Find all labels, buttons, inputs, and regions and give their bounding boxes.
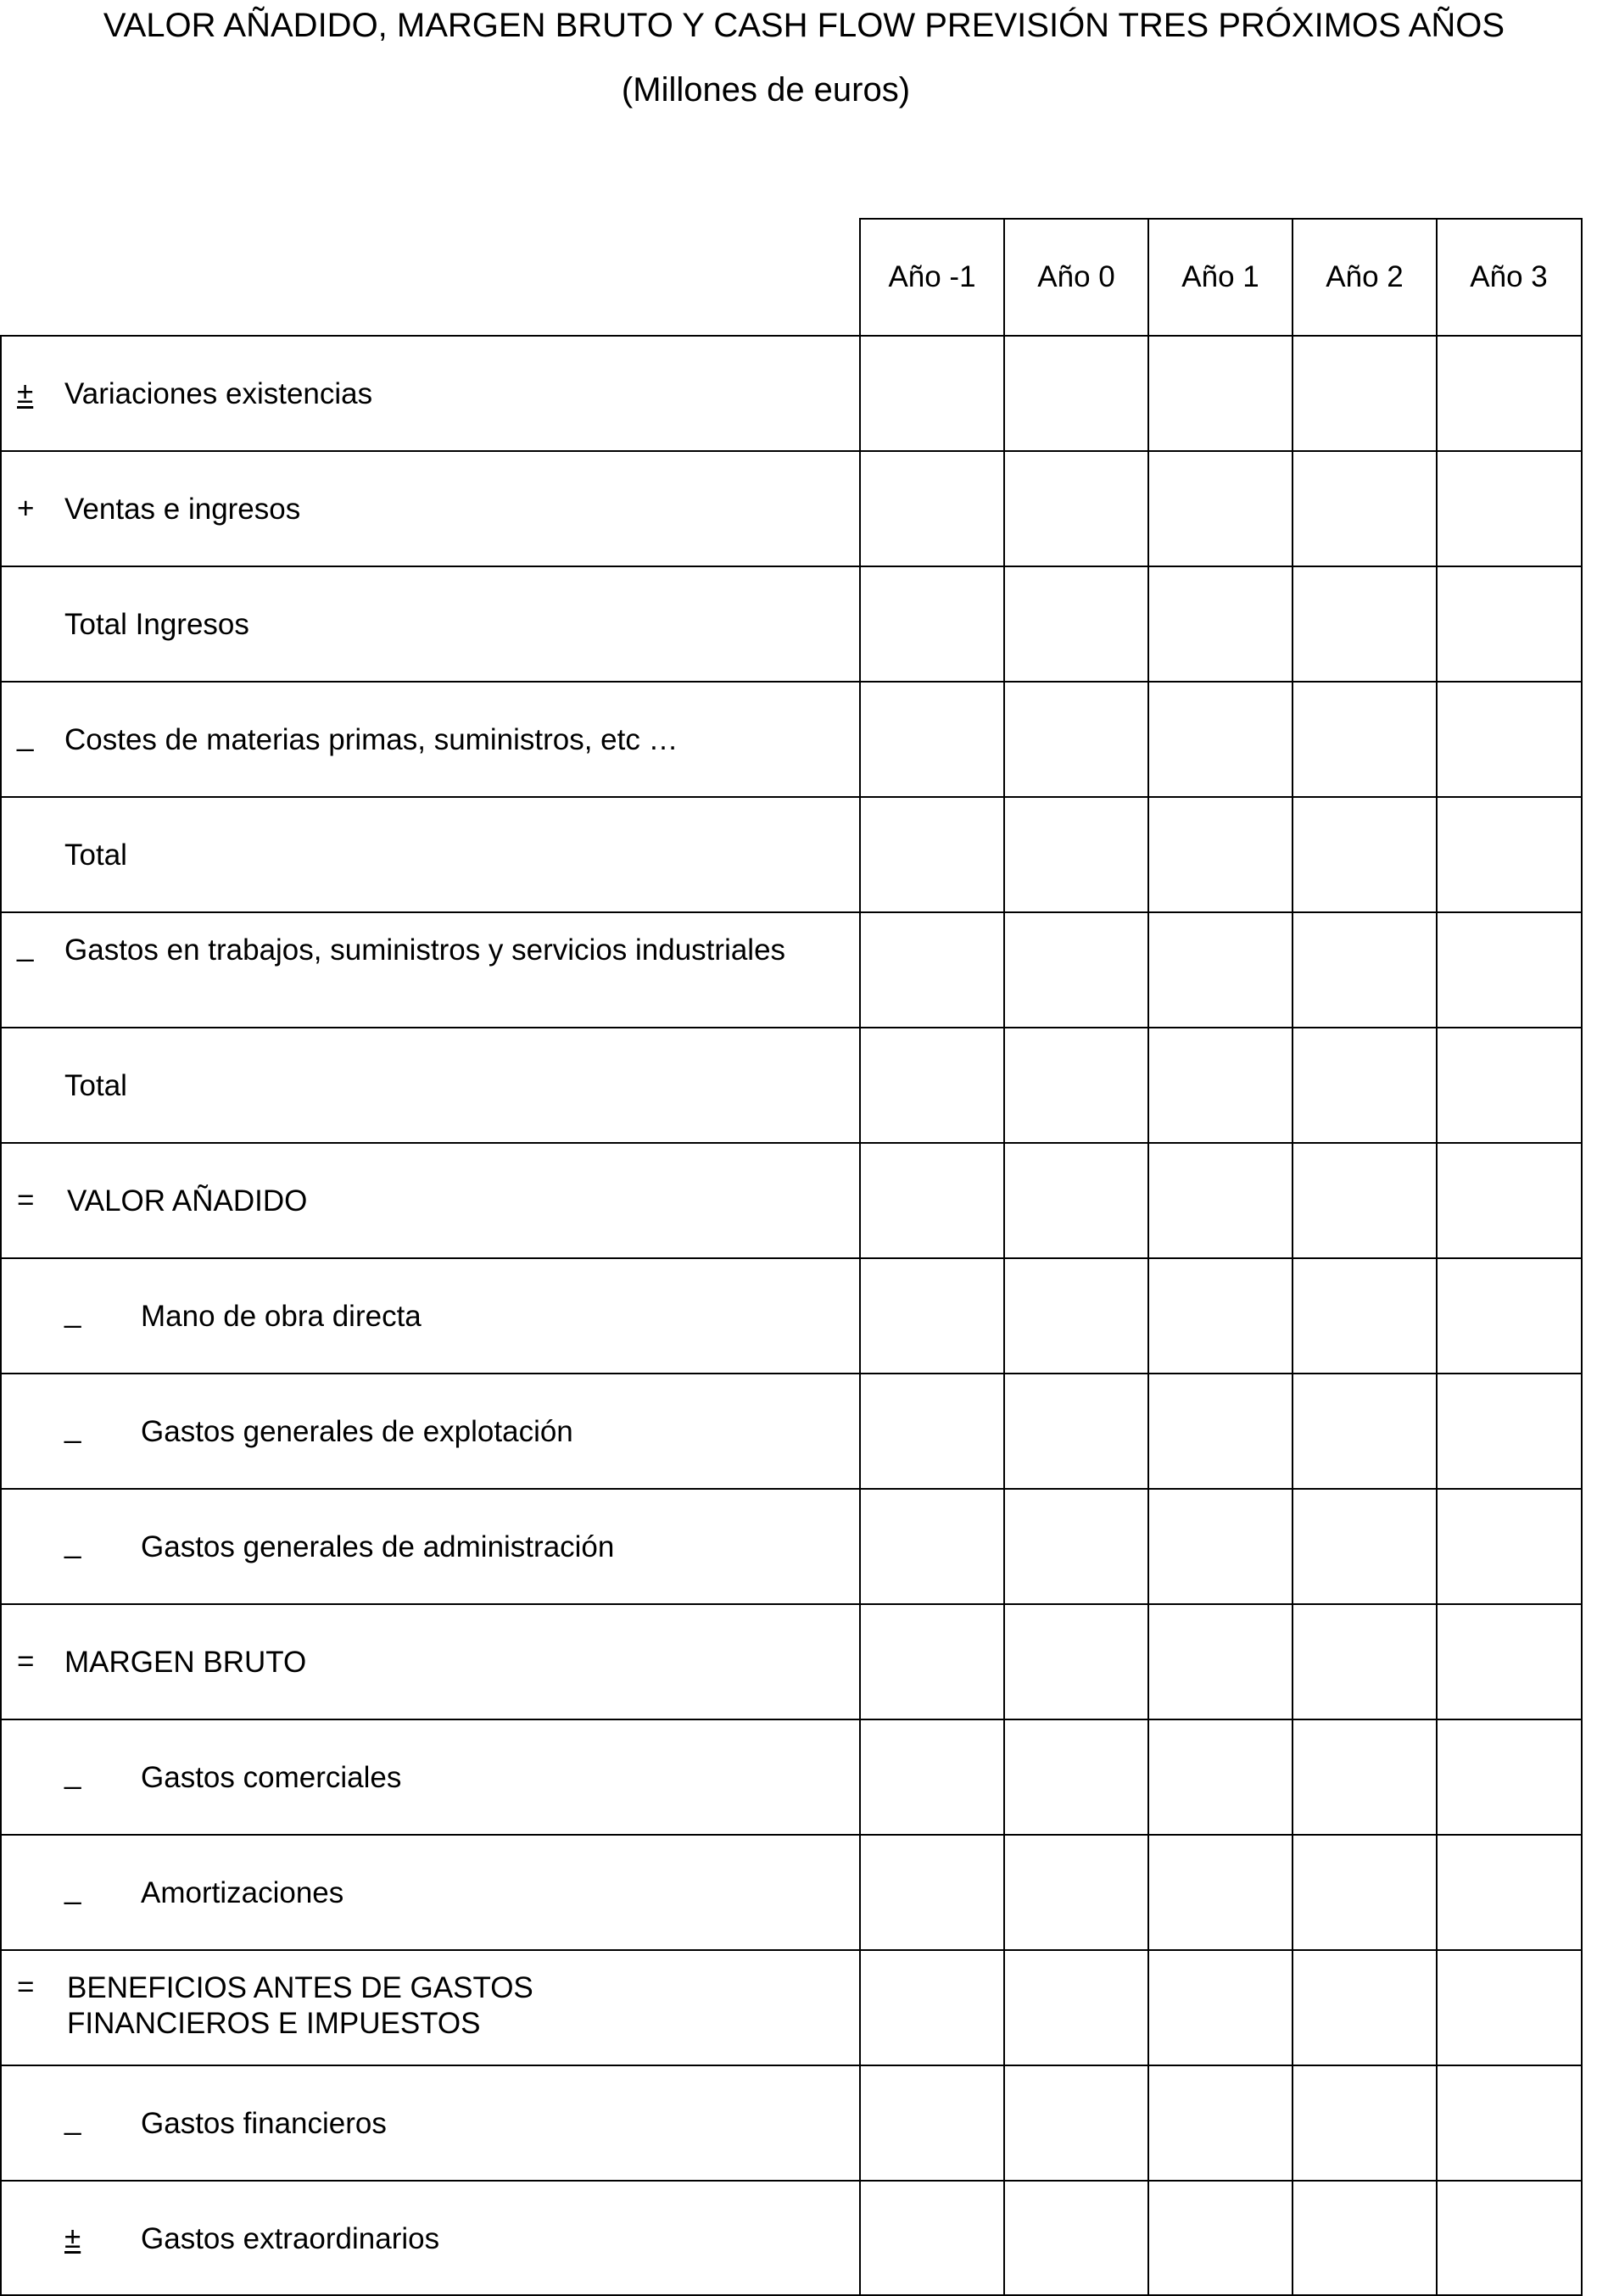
row-label: Ventas e ingresos [64, 493, 301, 526]
row-label: Gastos en trabajos, suministros y servicios industriales [64, 933, 786, 967]
row-border [0, 1488, 1583, 1490]
row-border [0, 796, 1583, 798]
row-border [0, 1257, 1583, 1259]
table-right-border [1581, 218, 1583, 2296]
table-row [0, 1258, 859, 1374]
row-symbol: _ [64, 1872, 81, 1905]
row-label: Gastos comerciales [141, 1761, 402, 1794]
row-border [0, 566, 1583, 567]
row-label: Total [64, 839, 127, 872]
row-label-line-2: FINANCIEROS E IMPUESTOS [67, 2007, 481, 2040]
column-header-year-0: Año 0 [1037, 260, 1115, 293]
column-border [1003, 218, 1005, 2296]
column-border [1147, 218, 1149, 2296]
table-row [0, 1950, 859, 2065]
row-label: Total [64, 1069, 127, 1102]
row-symbol: _ [64, 1296, 81, 1329]
column-header-year-minus-1: Año -1 [888, 260, 976, 293]
row-label: Gastos extraordinarios [141, 2222, 440, 2255]
table-row [0, 797, 859, 912]
table-left-border [0, 335, 2, 2296]
row-label: Mano de obra directa [141, 1300, 422, 1333]
row-symbol: _ [64, 2103, 81, 2136]
row-label: Gastos generales de administración [141, 1530, 615, 1563]
column-header-year-2: Año 2 [1326, 260, 1404, 293]
row-symbol: = [17, 1970, 35, 2003]
row-border [0, 1603, 1583, 1605]
row-border [0, 1719, 1583, 1720]
table-row [0, 1489, 859, 1604]
column-border [859, 218, 861, 2296]
row-symbol: + [17, 492, 35, 525]
table-row [0, 566, 859, 682]
row-symbol: _ [17, 719, 34, 752]
table-row [0, 2181, 859, 2296]
row-symbol: _ [64, 1411, 81, 1444]
row-symbol: _ [64, 1757, 81, 1790]
table-row [0, 1835, 859, 1950]
row-symbol: _ [64, 1526, 81, 1559]
column-header-year-1: Año 1 [1181, 260, 1259, 293]
row-border [0, 335, 1583, 337]
row-border [0, 681, 1583, 683]
row-symbol: ± [64, 2221, 81, 2254]
table-row [0, 451, 859, 566]
table-row [0, 1604, 859, 1719]
table-row [0, 336, 859, 451]
row-symbol: = [17, 1645, 35, 1678]
header-top-border [859, 218, 1583, 220]
row-border [0, 1027, 1583, 1028]
row-symbol: ± [17, 376, 34, 410]
table-row [0, 682, 859, 797]
row-symbol: = [17, 1184, 35, 1217]
document-subtitle: (Millones de euros) [621, 71, 911, 109]
column-border [1292, 218, 1293, 2296]
row-border [0, 2065, 1583, 2066]
row-label: Variaciones existencias [64, 377, 373, 410]
row-symbol: _ [17, 929, 34, 962]
document-title: VALOR AÑADIDO, MARGEN BRUTO Y CASH FLOW PREVISIÓN TRES PRÓXIMOS AÑOS [103, 7, 1505, 44]
row-border [0, 450, 1583, 452]
row-label: Gastos generales de explotación [141, 1415, 573, 1448]
table-row [0, 1374, 859, 1489]
table-row [0, 912, 859, 1028]
column-header-year-3: Año 3 [1470, 260, 1548, 293]
row-border [0, 1949, 1583, 1951]
row-border [0, 1373, 1583, 1374]
row-label: VALOR AÑADIDO [67, 1184, 308, 1218]
row-border [0, 2180, 1583, 2182]
row-border [0, 1834, 1583, 1836]
table-row [0, 1143, 859, 1258]
row-label-line-1: BENEFICIOS ANTES DE GASTOS [67, 1971, 533, 2004]
row-label: Costes de materias primas, suministros, etc … [64, 723, 678, 756]
row-label: Amortizaciones [141, 1876, 344, 1909]
column-border [1436, 218, 1438, 2296]
row-label: MARGEN BRUTO [64, 1646, 307, 1679]
table-row [0, 1028, 859, 1143]
table-row [0, 1719, 859, 1835]
table-row [0, 2065, 859, 2181]
row-label: Total Ingresos [64, 608, 249, 641]
row-border [0, 911, 1583, 913]
row-border [0, 1142, 1583, 1144]
row-label: Gastos financieros [141, 2107, 387, 2140]
